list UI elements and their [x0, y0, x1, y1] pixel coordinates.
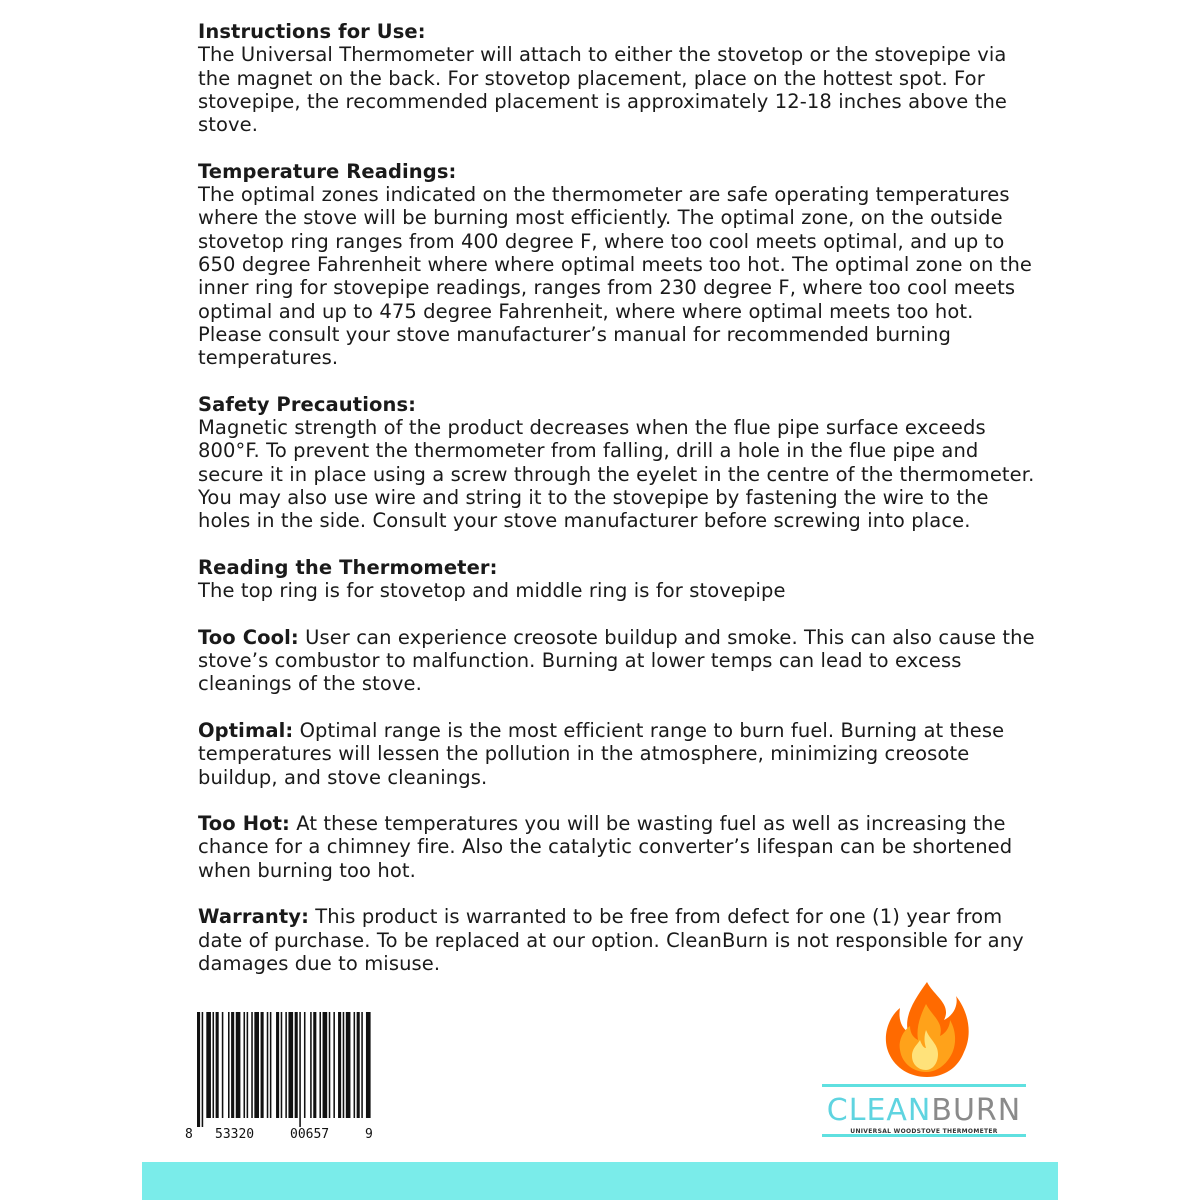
barcode-bar	[346, 1012, 351, 1118]
barcode-bar	[267, 1012, 269, 1118]
instructions-section	[198, 20, 1038, 136]
barcode-bar	[231, 1012, 234, 1118]
barcode	[185, 1012, 375, 1142]
barcode-bar	[329, 1012, 331, 1118]
barcode-bar	[206, 1012, 211, 1118]
barcode-bar	[236, 1012, 241, 1118]
barcode-bar	[357, 1012, 360, 1118]
barcode-bar	[295, 1012, 298, 1118]
barcode-bar	[299, 1012, 301, 1127]
optimal-section	[198, 719, 1038, 789]
barcode-bar	[270, 1012, 272, 1118]
safety-section	[198, 393, 1038, 533]
barcode-digit-right-group: 00657	[290, 1127, 330, 1142]
warranty-section	[198, 905, 1038, 975]
instructions-document	[198, 20, 1038, 998]
safety-body: Magnetic strength of the product decreases when the flue pipe surface exceeds 800°F. To prevent the thermometer from falling, drill a hole in the flue pipe and secure it in place using a screw through the eyelet in the centre of the thermometer. You may also use wire and string it to the stovepipe by fastening the wire to the holes in the side. Consult your stove manufacturer before screwing into place.	[198, 416, 1035, 533]
barcode-digit-first: 8	[185, 1127, 193, 1142]
barcode-bar	[197, 1012, 200, 1127]
barcode-bar	[247, 1012, 249, 1118]
logo-tagline: UNIVERSAL WOODSTOVE THERMOMETER	[850, 1128, 998, 1135]
barcode-digit-left-group: 53320	[215, 1127, 255, 1142]
too-hot-section	[198, 812, 1038, 882]
barcode-bar	[281, 1012, 283, 1118]
logo-wordmark	[822, 1093, 1026, 1128]
flame-icon	[882, 980, 972, 1078]
instructions-body: The Universal Thermometer will attach to either the stovetop or the stovepipe via the magnet on the back. For stovetop placement, place on the hottest spot. For stovepipe, the recommended placement is approximately 12-18 inches above the stove.	[198, 43, 1008, 137]
temperature-title: Temperature Readings:	[198, 159, 457, 183]
safety-title: Safety Precautions:	[198, 392, 417, 416]
logo-word-clean: CLEAN	[826, 1093, 932, 1128]
barcode-bar	[216, 1012, 219, 1118]
barcode-bar	[319, 1012, 321, 1118]
barcode-bar	[202, 1012, 204, 1127]
barcode-digit-last: 9	[365, 1127, 373, 1142]
logo-top-rule	[822, 1084, 1026, 1087]
barcode-bar	[288, 1012, 293, 1118]
optimal-label: Optimal:	[198, 718, 294, 742]
barcode-bar	[213, 1012, 215, 1118]
temperature-body: The optimal zones indicated on the thermometer are safe operating temperatures where the stove will be burning most efficiently. The optimal zone, on the outside stovetop ring ranges from 400 degree F, where too cool meets optimal, and up to 650 degree Fahrenheit where where optimal meets too hot. The optimal zone on the inner ring for stovepipe readings, ranges from 230 degree F, where too cool meets optimal and up to 475 degree Fahrenheit, where where optimal meets too hot. Please consult your stove manufacturer’s manual for recommended burning temperatures.	[198, 183, 1032, 370]
barcode-bar	[276, 1012, 279, 1118]
logo-word-burn: BURN	[931, 1093, 1022, 1128]
barcode-bar	[366, 1012, 371, 1118]
reading-section	[198, 556, 1038, 603]
bottom-color-band	[142, 1162, 1058, 1200]
barcode-bar	[304, 1012, 306, 1118]
too-cool-label: Too Cool:	[198, 625, 299, 649]
barcode-bar	[354, 1012, 356, 1118]
barcode-bar	[228, 1012, 230, 1118]
too-cool-body: User can experience creosote buildup and smoke. This can also cause the stove’s combustor to malfunction. Burning at lower temps can lead to excess cleanings of the stove.	[198, 625, 1035, 696]
warranty-label: Warranty:	[198, 905, 309, 929]
barcode-bar	[338, 1012, 341, 1118]
barcode-bars	[185, 1012, 375, 1127]
barcode-bar	[323, 1012, 328, 1118]
barcode-bar	[343, 1012, 345, 1118]
reading-title: Reading the Thermometer:	[198, 555, 498, 579]
barcode-bar	[333, 1012, 335, 1118]
barcode-bar	[310, 1012, 312, 1118]
barcode-bar	[251, 1012, 253, 1118]
too-hot-label: Too Hot:	[198, 812, 290, 836]
barcode-bar	[361, 1012, 363, 1118]
barcode-bar	[222, 1012, 224, 1118]
too-cool-section	[198, 626, 1038, 696]
barcode-bar	[285, 1012, 287, 1118]
barcode-bar	[313, 1012, 316, 1118]
optimal-body: Optimal range is the most efficient range to burn fuel. Burning at these temperatures will lessen the pollution in the atmosphere, minimizing creosote buildup, and stove cleanings.	[198, 718, 1005, 789]
reading-body: The top ring is for stovetop and middle ring is for stovepipe	[198, 579, 786, 603]
too-hot-body: At these temperatures you will be wasting fuel as well as increasing the chance for a chimney fire. Also the catalytic converter’s lifespan can be shortened when burning too hot.	[198, 812, 1013, 882]
warranty-body: This product is warranted to be free from defect for one (1) year from date of purchase. To be replaced at our option. CleanBurn is not responsible for any damages due to misuse.	[198, 905, 1024, 975]
cleanburn-logo	[822, 980, 1026, 1140]
barcode-bar	[261, 1012, 264, 1118]
barcode-bar	[254, 1012, 259, 1118]
barcode-bar	[244, 1012, 246, 1118]
barcode-digits	[185, 1127, 375, 1145]
temperature-section	[198, 160, 1038, 370]
instructions-title: Instructions for Use:	[198, 20, 426, 43]
